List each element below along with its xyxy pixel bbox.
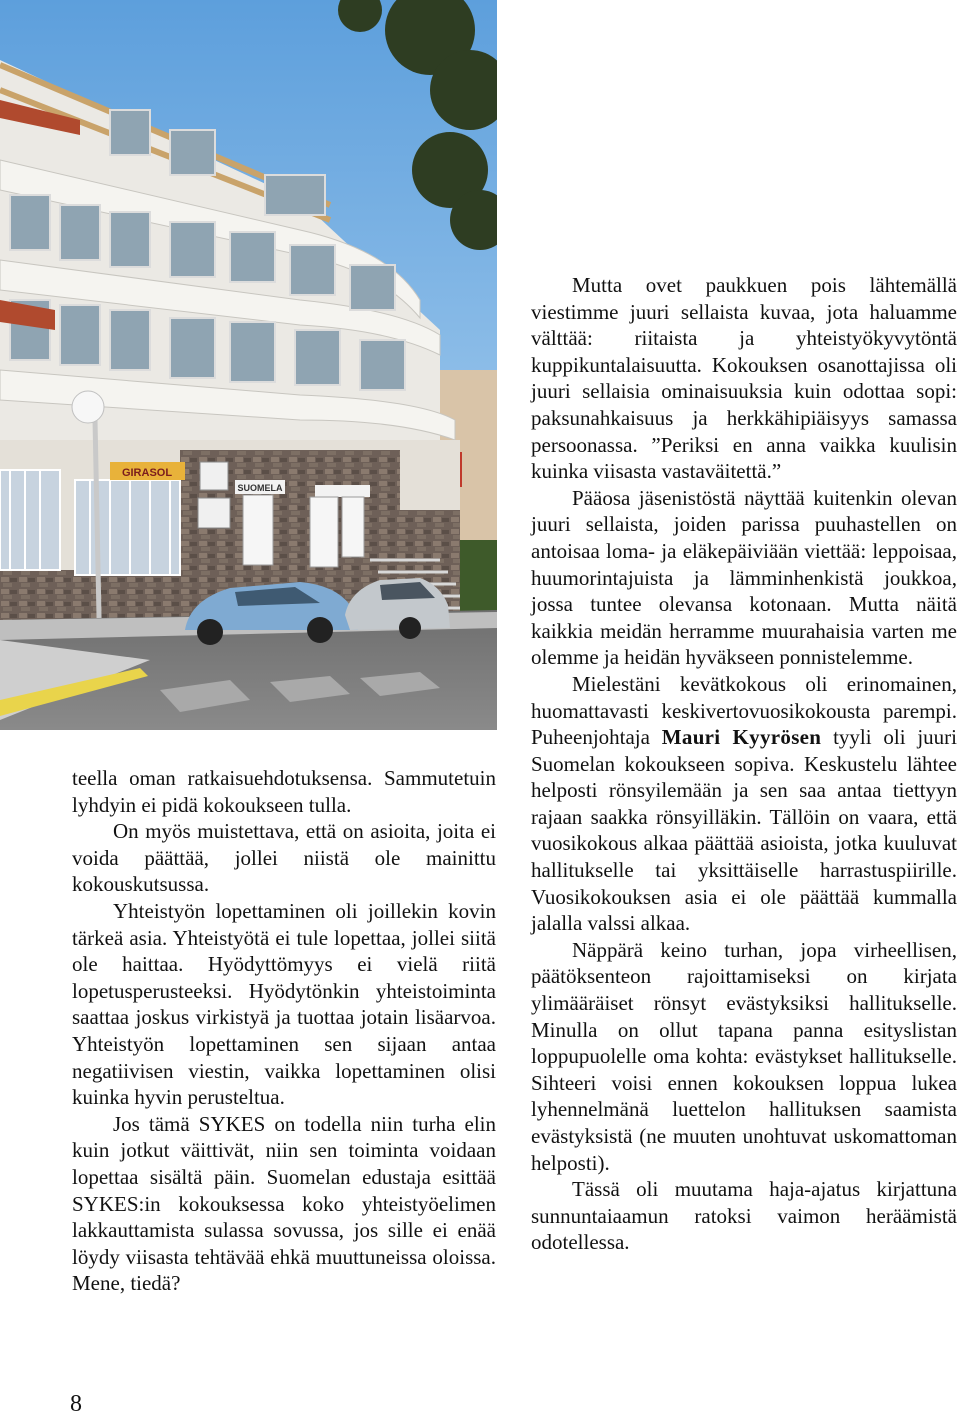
sign-girasol: GIRASOL [121,467,173,479]
page-number: 8 [70,1391,82,1417]
right-paragraph-5: Tässä oli muutama haja-ajatus kirjattuna sunnuntaiaamun ratoksi vaimon heräämistä odotellessa. [531,1177,957,1255]
right-paragraph-3-start: Mielestäni kevätkokous oli erinomainen, huomattavasti keskivertovuosikokousta parempi. Puheenjohtaja [531,671,957,750]
right-paragraph-3 [531,671,957,937]
right-paragraph-3-end: tyyli oli juuri Suomelan kokoukseen sopiva. Keskustelu lähtee helposti rönsyilemään ja sen saa antaa tiettyyn rajaan saakka rönsyilläkin. Tällöin on vaara, että vuosikokous alkaa päättää asioista, jotka kuuluvat hallitukselle tai yksittäiselle harrastuspiirille. Vuosikokouksen asia ei ole päättää kummalla jalalla valssi alkaa. [531,725,958,936]
left-paragraph-4: Jos tämä SYKES on todella niin turha elin kuin jotkut väittivät, niin sen toiminta voidaan lopettaa sisältä päin. Suomelan edustaja esittää SYKES:in kokouksessa koko yhteistyöelimen lakkauttamista sulassa sovussa, jos sille ei enää löydy viisasta tehtävää ehkä muuttuneissa oloissa. Mene, tiedä? [72,1111,496,1296]
right-paragraph-4: Näppärä keino turhan, jopa virheellisen, päätöksenteon rajoittamiseksi on kirjata ylimääräiset rönsyt evästyksiksi hallitukselle. Minulla on ollut tapana panna esityslistan loppupuolelle oma kohta: evästykset hallitukselle. Sihteeri voisi ennen kokouksen loppua lukea lyhennelmänä luettelon hallituksen saamista evästyksistä (ne muuten unohtuvat uskomattoman helposti). [531,937,957,1175]
right-text-column [531,272,957,1256]
building-photo [0,0,497,730]
left-paragraph-1: teella oman ratkaisuehdotuksensa. Sammutetuin lyhdyin ei pidä kokoukseen tulla. [72,766,496,817]
left-text-column [72,765,496,1297]
right-paragraph-2: Pääosa jäsenistöstä näyttää kuitenkin olevan juuri sellaista, joiden parissa puuhastellen on antoisaa loma- ja eläkepäiviään viettää: leppoisaa, huumorintajuista ja lämminhenkistä joukkoa, jossa tuntee olevansa kotonaan. Mutta näitä kaikkia meidän herramme muurahaisia varten me olemme ja heidän hyväkseen ponnistelemme. [531,485,957,670]
lamp-globe [72,391,104,423]
right-paragraph-1: Mutta ovet paukkuen pois lähtemällä viestimme juuri sellaista kuvaa, jota haluamme välttää: riitaista ja yhteistyökyvytöntä kuppikuntalaisuutta. Kokouksen osanottajissa oli juuri sellaisia ominaisuuksia kuin odottaa sopi: paksunahkaisuus ja herkkähipiäisyys samassa persoonassa. ”Periksi en anna vaikka kuulisin kuinka viisasta vastaväitettä.” [531,273,957,484]
left-paragraph-2: On myös muistettava, että on asioita, joita ei voida päättää, jollei niistä ole mainittu kokouskutsussa. [72,819,496,897]
sign-suomela: SUOMELA [237,483,283,493]
chairman-name: Mauri Kyyrösen [661,725,822,750]
left-paragraph-3: Yhteistyön lopettaminen oli joillekin kovin tärkeä asia. Yhteistyötä ei tule lopettaa, jollei siitä ole haittaa. Hyödyttömyys ei vielä riitä lopetusperusteeksi. Hyödytönkin yhteistoiminta saattaa joskus virkistyä ja tuottaa jotain lisäarvoa. Yhteistyön lopettaminen sen sijaan antaa negatiivisen viestin, vaikka lopettaminen olisi kuinka hyvin perusteltua. [72,898,496,1110]
